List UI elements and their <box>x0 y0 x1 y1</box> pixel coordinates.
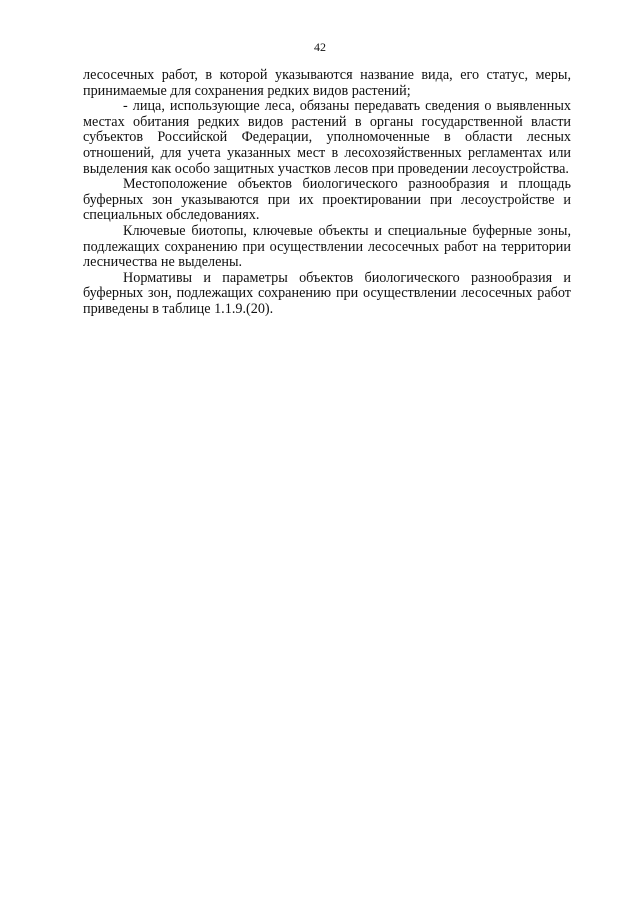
paragraph-biodiversity-location: Местоположение объектов биологического разнообразия и площадь буферных зон указываются при их проектировании при лесоустройстве и специальных обследованиях. <box>83 176 571 224</box>
paragraph-forest-users-obligation: - лица, использующие леса, обязаны передавать сведения о выявленных местах обитания редких видов растений в органы государственной власти субъектов Российской Федерации, уполномоченные в области лесных отношений, для учета указанных мест в лесохозяйственных регламентах или выделения как особо защитных участков лесов при проведении лесоустройства. <box>83 98 571 177</box>
paragraph-norms-table-reference: Нормативы и параметры объектов биологического разнообразия и буферных зон, подлежащих сохранению при осуществлении лесосечных работ приведены в таблице 1.1.9.(20). <box>83 269 571 317</box>
page-number: 42 <box>314 40 326 54</box>
paragraph-key-biotopes: Ключевые биотопы, ключевые объекты и специальные буферные зоны, подлежащих сохранению при осуществлении лесосечных работ на территории лесничества не выделены. <box>83 222 571 271</box>
paragraph-rare-species-measures: лесосечных работ, в которой указываются название вида, его статус, меры, принимаемые для сохранения редких видов растений; <box>83 67 571 99</box>
document-body <box>83 68 571 318</box>
